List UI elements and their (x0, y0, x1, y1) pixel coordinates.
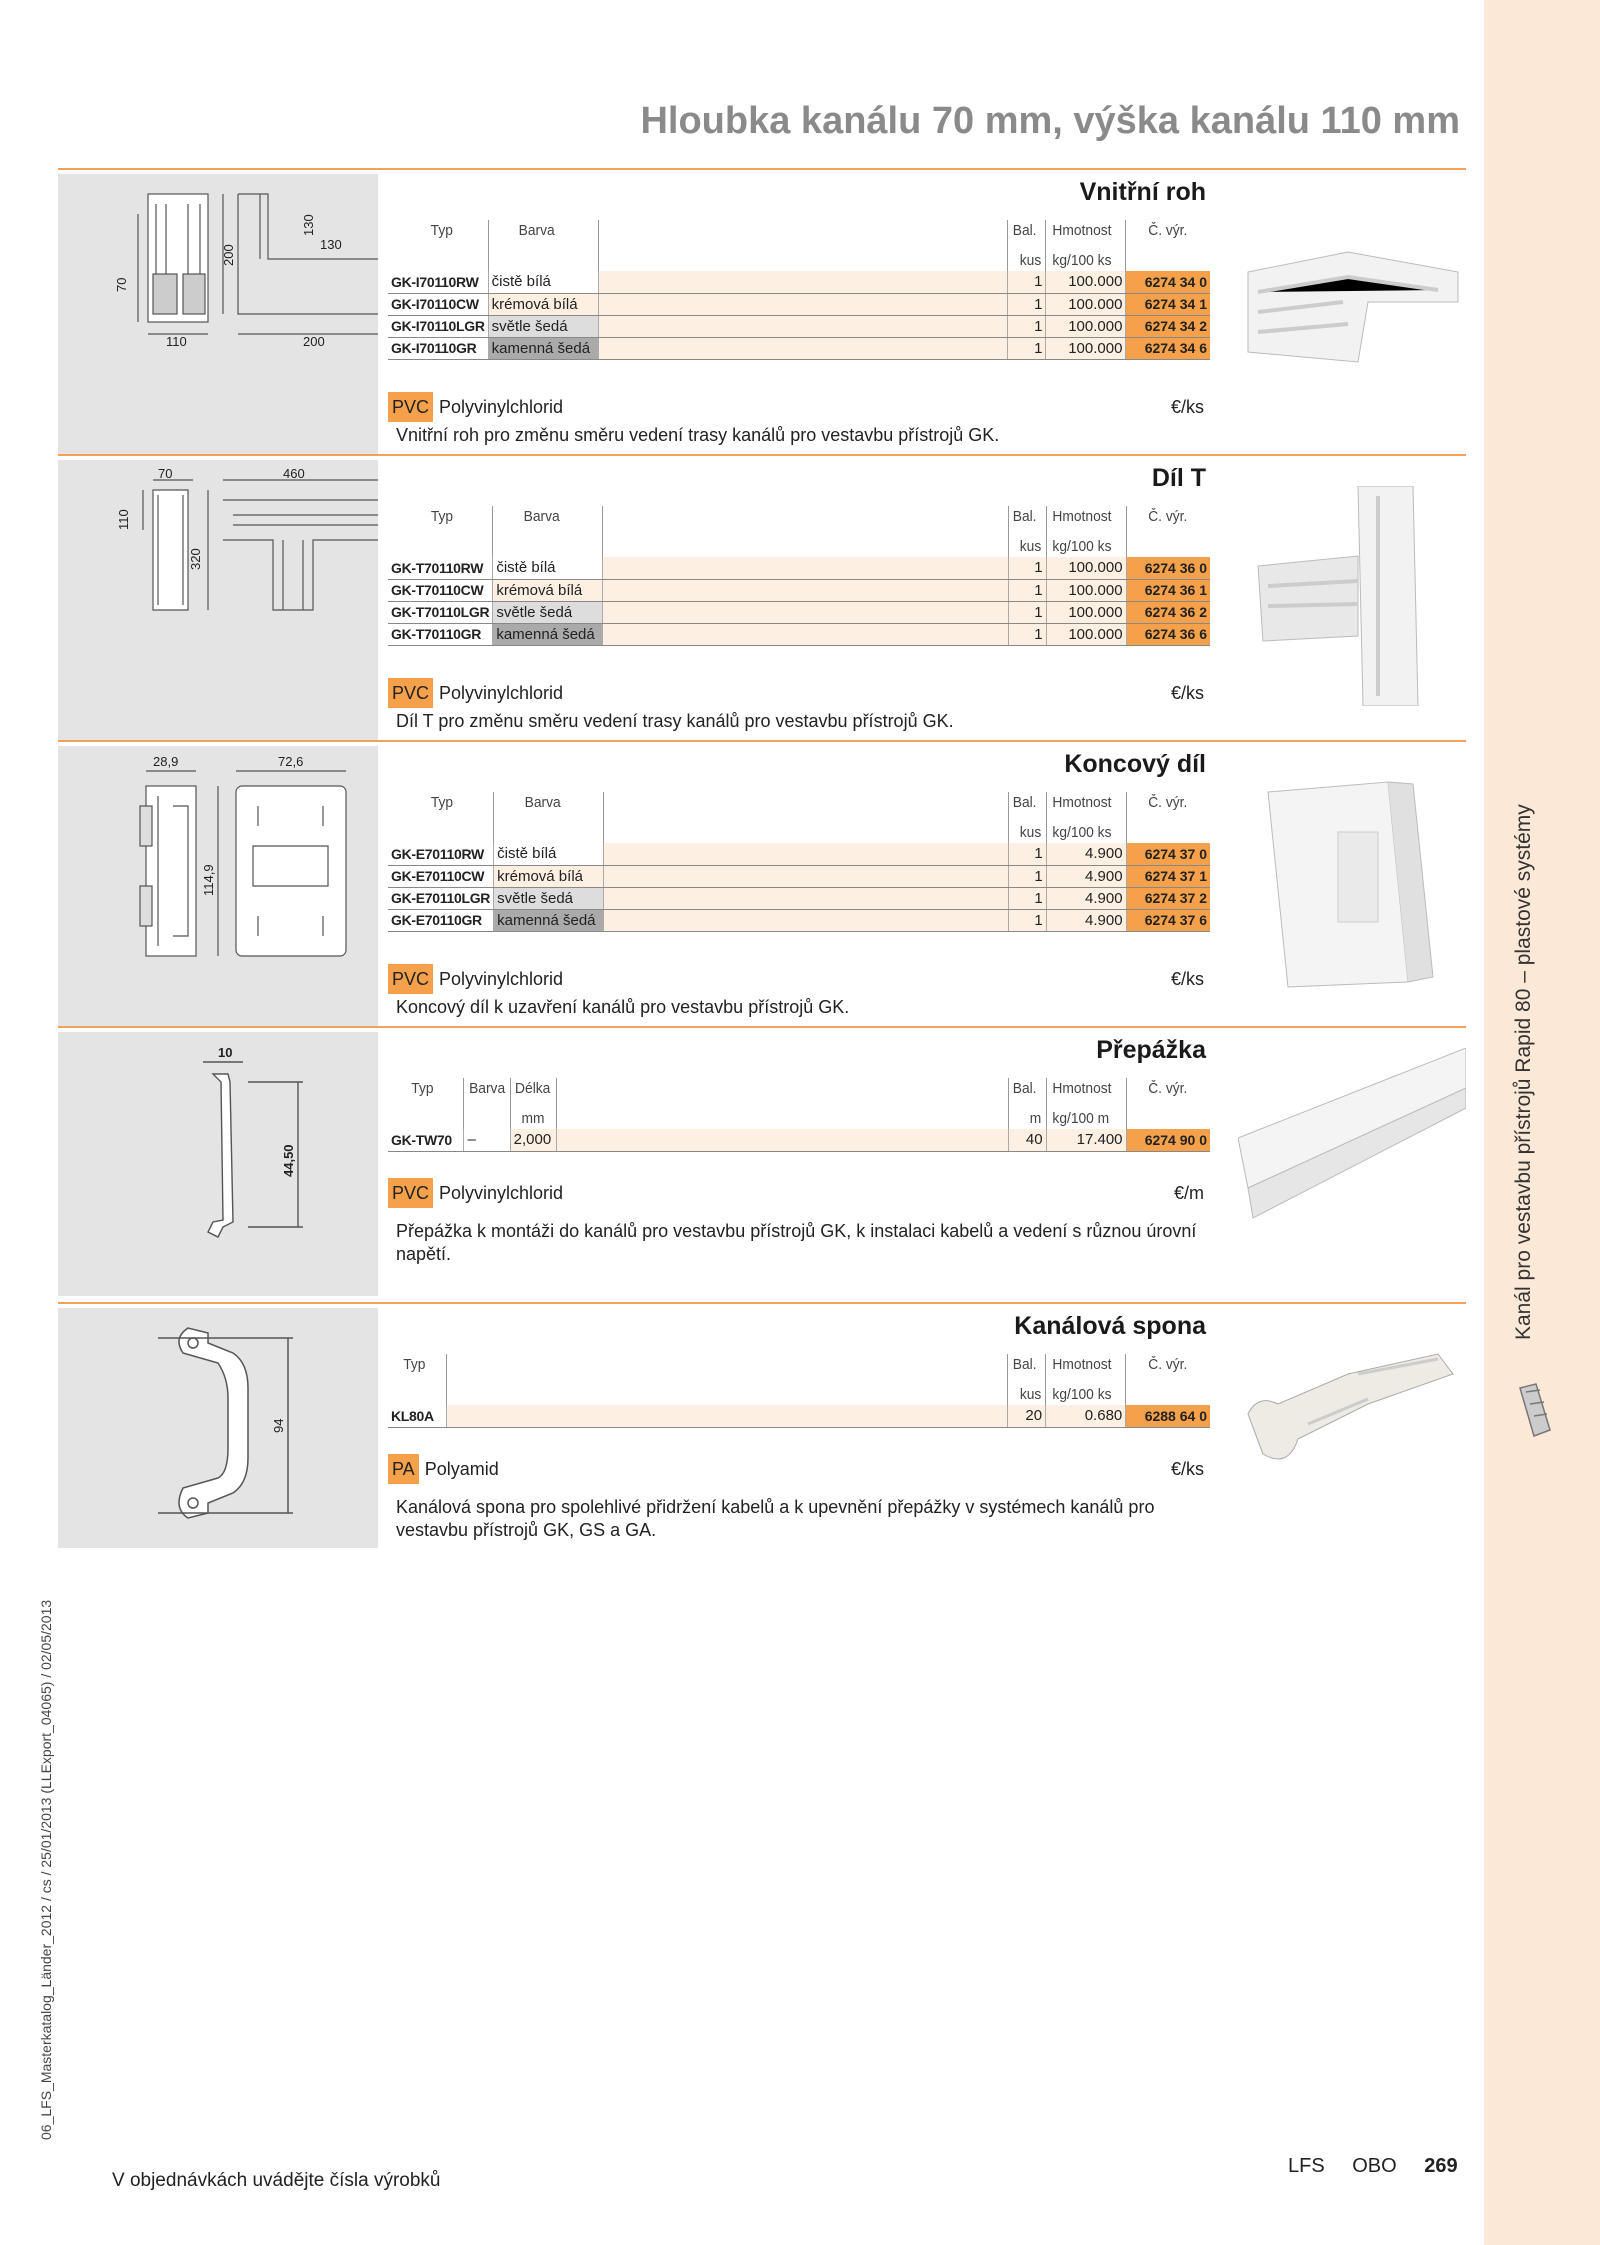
material-line (388, 392, 1210, 422)
page-title: Hloubka kanálu 70 mm, výška kanálu 110 mm (640, 100, 1460, 142)
technical-drawing-channel-clip (58, 1308, 378, 1548)
product-photo-channel-clip (1238, 1344, 1466, 1474)
material-name: Polyvinylchlorid (439, 397, 564, 417)
article-number: 6274 34 6 (1126, 337, 1210, 359)
qty-cell: 1 (1008, 909, 1046, 931)
type-cell: GK-E70110GR (388, 909, 494, 931)
section-inner-corner (58, 168, 1466, 456)
article-number: 6274 37 6 (1126, 909, 1210, 931)
material-code-badge: PVC (388, 1178, 433, 1208)
col-header: Bal. (1010, 506, 1045, 536)
table-row (388, 579, 1210, 601)
page-number: 269 (1424, 2155, 1458, 2177)
table-row (388, 271, 1210, 293)
channel-icon (1516, 1380, 1556, 1440)
section-end-piece (58, 740, 1466, 1028)
qty-cell: 40 (1008, 1129, 1046, 1151)
type-cell: GK-T70110CW (388, 579, 493, 601)
material-name: Polyamid (424, 1459, 499, 1479)
table-row (388, 865, 1210, 887)
col-header: Č. výr. (1129, 1354, 1206, 1384)
price-unit: €/ks (1170, 1459, 1204, 1479)
col-header: Bal. (1009, 1354, 1044, 1384)
price-unit: €/m (1173, 1183, 1204, 1203)
dim-label: 320 (188, 548, 203, 570)
table-row (388, 909, 1210, 931)
unit-label: kus (1010, 536, 1045, 557)
sidebar-category-text: Kanál pro vestavbu přístrojů Rapid 80 – plastové systémy (1512, 804, 1535, 1340)
unit-label: kus (1010, 822, 1045, 843)
product-title: Díl T (1151, 464, 1206, 492)
technical-drawing-divider (58, 1032, 378, 1296)
product-photo-end-piece (1238, 772, 1466, 992)
material-name: Polyvinylchlorid (439, 969, 564, 989)
dim-label: 10 (218, 1045, 233, 1060)
product-description: Vnitřní roh pro změnu směru vedení trasy kanálů pro vestavbu přístrojů GK. (396, 425, 1000, 445)
qty-cell: 1 (1008, 579, 1046, 601)
dim-label: 28,9 (153, 754, 179, 769)
qty-cell: 1 (1008, 337, 1046, 359)
article-number: 6274 36 2 (1126, 601, 1210, 623)
weight-cell: 0.680 (1046, 1405, 1126, 1427)
type-cell: GK-E70110RW (388, 843, 494, 865)
qty-cell: 1 (1008, 271, 1046, 293)
unit-label: kg/100 ks (1049, 1384, 1123, 1405)
product-title: Koncový díl (1064, 750, 1206, 778)
weight-cell: 100.000 (1046, 601, 1126, 623)
dim-label: 460 (283, 466, 305, 481)
unit-label: kus (1010, 250, 1045, 271)
table-row (388, 337, 1210, 359)
dim-label: 200 (221, 244, 236, 266)
color-cell: kamenná šedá (494, 909, 604, 931)
price-unit: €/ks (1170, 969, 1204, 989)
type-cell: GK-TW70 (388, 1129, 464, 1151)
dim-label: 114,9 (201, 864, 216, 896)
unit-label: kus (1009, 1384, 1044, 1405)
material-code-badge: PVC (388, 678, 433, 708)
dim-label: 94 (271, 1418, 286, 1433)
product-description: Díl T pro změnu směru vedení trasy kanálů pro vestavbu přístrojů GK. (396, 711, 954, 731)
type-cell: GK-E70110CW (388, 865, 494, 887)
table-row (388, 623, 1210, 645)
length-cell: 2,000 (510, 1129, 556, 1151)
col-header: Hmotnost (1049, 506, 1123, 536)
footer-brand-lfs: LFS (1288, 2155, 1325, 2177)
color-cell: světle šedá (494, 887, 604, 909)
sidebar-band (1484, 0, 1600, 2245)
dim-label: 130 (301, 214, 316, 236)
section-t-piece (58, 454, 1466, 742)
weight-cell: 100.000 (1046, 623, 1126, 645)
unit-label: kg/100 ks (1049, 822, 1123, 843)
article-number: 6274 34 0 (1126, 271, 1210, 293)
product-description: Koncový díl k uzavření kanálů pro vestavbu přístrojů GK. (396, 997, 850, 1017)
price-unit: €/ks (1170, 683, 1204, 703)
article-number: 6274 36 6 (1126, 623, 1210, 645)
weight-cell: 100.000 (1046, 579, 1126, 601)
material-line (388, 1454, 1210, 1484)
table-row (388, 887, 1210, 909)
type-cell: GK-I70110CW (388, 293, 488, 315)
article-number: 6274 36 0 (1126, 557, 1210, 579)
article-number: 6274 37 1 (1126, 865, 1210, 887)
table-row (388, 557, 1210, 579)
color-cell: krémová bílá (493, 579, 603, 601)
material-line (388, 678, 1210, 708)
product-description: Přepážka k montáži do kanálů pro vestavbu přístrojů GK, k instalaci kabelů a vedení s různou úrovní napětí. (396, 1221, 1197, 1264)
col-header: Typ (430, 222, 453, 239)
type-cell: KL80A (388, 1405, 446, 1427)
color-cell: světle šedá (493, 601, 603, 623)
product-photo-divider (1238, 1048, 1466, 1238)
product-table (388, 792, 1210, 932)
product-title: Přepážka (1096, 1036, 1206, 1064)
table-row (388, 601, 1210, 623)
col-header: Hmotnost (1049, 220, 1123, 250)
section-divider (58, 1026, 1466, 1304)
qty-cell: 1 (1008, 315, 1046, 337)
col-header: Délka (512, 1078, 554, 1108)
product-title: Kanálová spona (1014, 1312, 1206, 1340)
material-code-badge: PVC (388, 964, 433, 994)
table-row (388, 1129, 1210, 1151)
col-header: Bal. (1010, 792, 1045, 822)
color-cell: kamenná šedá (493, 623, 603, 645)
col-header: Bal. (1010, 220, 1045, 250)
material-name: Polyvinylchlorid (439, 1183, 564, 1203)
material-line (388, 1178, 1210, 1208)
table-row (388, 315, 1210, 337)
dim-label: 110 (116, 509, 131, 530)
product-description: Kanálová spona pro spolehlivé přidržení kabelů a k upevnění přepážky v systémech kanálů pro vestavbu přístrojů GK, GS a GA. (396, 1497, 1155, 1540)
article-number: 6274 34 1 (1126, 293, 1210, 315)
dim-label: 110 (166, 334, 187, 349)
table-row (388, 293, 1210, 315)
unit-label: m (1010, 1108, 1045, 1129)
technical-drawing-t-piece (58, 460, 378, 740)
col-header: Typ (403, 1356, 426, 1373)
dim-label: 70 (114, 277, 129, 292)
weight-cell: 100.000 (1046, 337, 1126, 359)
article-number: 6274 37 0 (1126, 843, 1210, 865)
price-unit: €/ks (1170, 397, 1204, 417)
weight-cell: 17.400 (1046, 1129, 1126, 1151)
unit-label: kg/100 ks (1049, 250, 1123, 271)
dim-label: 200 (303, 334, 325, 349)
material-code-badge: PA (388, 1454, 419, 1484)
type-cell: GK-I70110RW (388, 271, 488, 293)
type-cell: GK-E70110LGR (388, 887, 494, 909)
col-header: Č. výr. (1129, 1078, 1206, 1108)
col-header: Hmotnost (1049, 792, 1123, 822)
qty-cell: 1 (1008, 865, 1046, 887)
color-cell: čistě bílá (493, 557, 603, 579)
col-header: Barva (498, 792, 599, 822)
qty-cell: 1 (1008, 843, 1046, 865)
material-code-badge: PVC (388, 392, 433, 422)
col-header: Typ (430, 794, 454, 811)
type-cell: GK-I70110LGR (388, 315, 488, 337)
col-header: Typ (411, 1080, 434, 1097)
col-header: Hmotnost (1049, 1078, 1123, 1108)
product-photo-t-piece (1238, 486, 1466, 706)
qty-cell: 1 (1008, 887, 1046, 909)
technical-drawing-end-piece (58, 746, 378, 1026)
weight-cell: 100.000 (1046, 293, 1126, 315)
col-header: Hmotnost (1049, 1354, 1123, 1384)
dim-label: 70 (158, 466, 173, 481)
color-cell: kamenná šedá (488, 337, 598, 359)
type-cell: GK-T70110RW (388, 557, 493, 579)
product-table (388, 1078, 1210, 1152)
qty-cell: 1 (1008, 623, 1046, 645)
dim-label: 130 (320, 237, 342, 252)
weight-cell: 100.000 (1046, 315, 1126, 337)
weight-cell: 4.900 (1046, 843, 1126, 865)
technical-drawing-inner-corner (58, 174, 378, 454)
col-header: Č. výr. (1129, 792, 1206, 822)
dim-label: 72,6 (278, 754, 304, 769)
footer-order-note: V objednávkách uvádějte čísla výrobků (112, 2170, 441, 2191)
product-title: Vnitřní roh (1079, 178, 1206, 206)
table-row (388, 843, 1210, 865)
col-header: Barva (493, 220, 594, 250)
color-cell: světle šedá (488, 315, 598, 337)
type-cell: GK-T70110GR (388, 623, 493, 645)
product-table (388, 220, 1210, 360)
col-header: Bal. (1010, 1078, 1045, 1108)
col-header: Typ (430, 508, 454, 525)
product-table (388, 1354, 1210, 1428)
article-number: 6288 64 0 (1126, 1405, 1210, 1427)
document-reference: 06_LFS_Masterkatalog_Länder_2012 / cs / 25/01/2013 (LLExport_04065) / 02/05/2013 (38, 1599, 54, 2140)
product-photo-inner-corner (1238, 232, 1466, 372)
product-table (388, 506, 1210, 646)
weight-cell: 100.000 (1046, 557, 1126, 579)
type-cell: GK-I70110GR (388, 337, 488, 359)
unit-label: kg/100 m (1049, 1108, 1123, 1129)
footer-brand (1288, 2155, 1458, 2178)
color-cell: čistě bílá (488, 271, 598, 293)
article-number: 6274 36 1 (1126, 579, 1210, 601)
weight-cell: 4.900 (1046, 909, 1126, 931)
unit-label: mm (512, 1108, 554, 1129)
article-number: 6274 90 0 (1126, 1129, 1210, 1151)
col-header: Č. výr. (1129, 506, 1206, 536)
col-header: Barva (497, 506, 598, 536)
qty-cell: 1 (1008, 601, 1046, 623)
article-number: 6274 34 2 (1126, 315, 1210, 337)
col-header: Barva (466, 1078, 508, 1108)
dim-label: 44,50 (281, 1144, 296, 1177)
col-header: Č. výr. (1129, 220, 1206, 250)
color-cell: čistě bílá (494, 843, 604, 865)
material-line (388, 964, 1210, 994)
color-cell: krémová bílá (494, 865, 604, 887)
color-cell: – (464, 1129, 510, 1151)
article-number: 6274 37 2 (1126, 887, 1210, 909)
qty-cell: 1 (1008, 293, 1046, 315)
color-cell: krémová bílá (488, 293, 598, 315)
weight-cell: 4.900 (1046, 865, 1126, 887)
table-row (388, 1405, 1210, 1427)
weight-cell: 100.000 (1046, 271, 1126, 293)
weight-cell: 4.900 (1046, 887, 1126, 909)
type-cell: GK-T70110LGR (388, 601, 493, 623)
qty-cell: 20 (1008, 1405, 1046, 1427)
qty-cell: 1 (1008, 557, 1046, 579)
section-channel-clip (58, 1302, 1466, 1562)
unit-label: kg/100 ks (1049, 536, 1123, 557)
footer-brand-obo: OBO (1352, 2155, 1397, 2177)
material-name: Polyvinylchlorid (439, 683, 564, 703)
